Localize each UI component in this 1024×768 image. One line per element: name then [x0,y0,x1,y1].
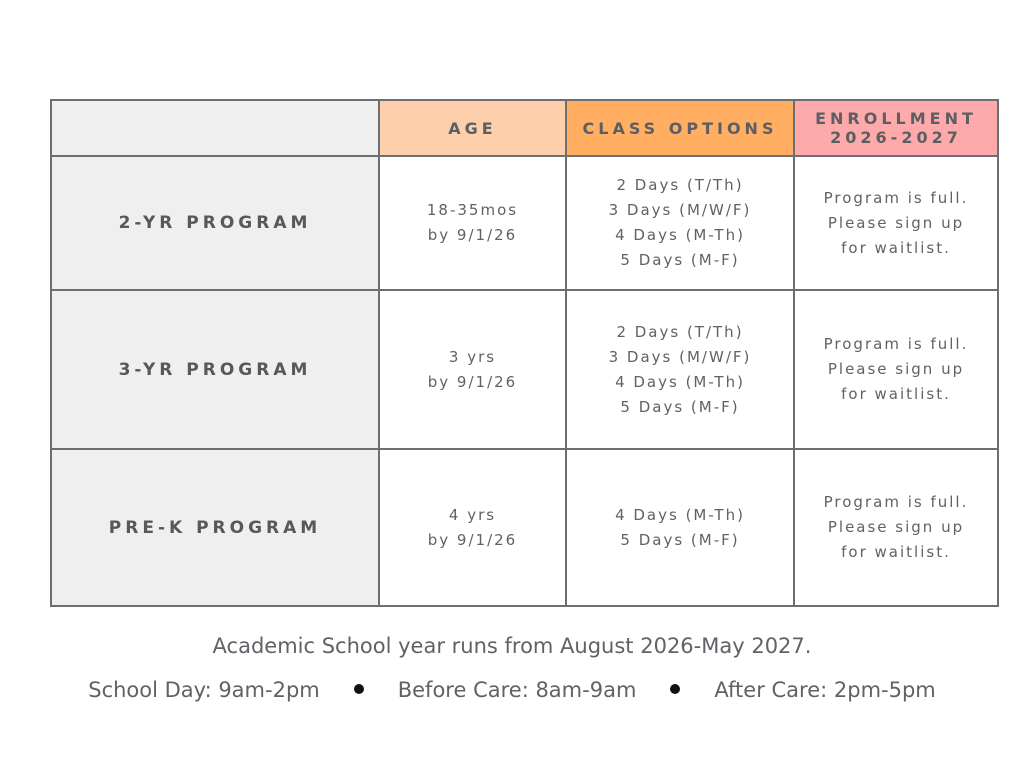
header-class-options [566,100,794,156]
program-cell [51,290,379,449]
program-cell [51,449,379,606]
enrollment-cell [794,156,998,290]
header-enrollment-year: 2026-2027 [830,128,962,147]
table-row [51,156,998,290]
enrollment-line: Please sign up [827,518,965,536]
header-blank-cell [51,100,379,156]
header-age-label: AGE [448,118,497,138]
bullet-icon [354,684,364,694]
age-cell [379,290,566,449]
enrollment-line: Program is full. [823,188,969,207]
header-class-options-label: CLASS OPTIONS [582,118,778,138]
program-cell [51,156,379,290]
age-line: 3 yrs [448,347,497,366]
program-schedule-table [50,99,999,607]
age-line: 18-35mos [426,201,519,219]
enrollment-cell [794,449,998,606]
program-name: 3-YR PROGRAM [118,359,312,380]
schedule-times [0,678,1024,702]
enrollment-line: Please sign up [827,213,965,232]
class-option: 3 Days (M/W/F) [608,201,752,219]
school-year-note: Academic School year runs from August 2026-May 2027. [212,634,812,658]
program-name: PRE-K PROGRAM [108,517,322,538]
age-line: by 9/1/26 [427,226,518,244]
program-name: 2-YR PROGRAM [118,213,312,233]
class-option: 4 Days (M-Th) [615,505,745,524]
school-day-hours: School Day: 9am-2pm [88,678,320,702]
header-enrollment [794,100,998,156]
class-option: 3 Days (M/W/F) [608,347,752,366]
age-cell [379,449,566,606]
header-age [379,100,566,156]
enrollment-line: Please sign up [827,360,965,378]
enrollment-line: Program is full. [823,335,969,353]
enrollment-line: Program is full. [823,493,969,511]
class-option: 2 Days (T/Th) [616,176,744,194]
class-options-cell [566,156,794,290]
enrollment-line: for waitlist. [841,543,951,561]
table-row [51,449,998,606]
before-care-hours: Before Care: 8am-9am [397,678,637,702]
age-line: 4 yrs [448,505,497,524]
class-option: 4 Days (M-Th) [615,226,745,244]
enrollment-cell [794,290,998,449]
table-header-row [51,100,998,156]
class-options-cell [566,290,794,449]
enrollment-line: for waitlist. [841,385,951,403]
age-line: by 9/1/26 [427,530,518,549]
class-option: 5 Days (M-F) [620,251,740,269]
class-option: 5 Days (M-F) [620,530,740,549]
header-enrollment-label: ENROLLMENT [815,109,977,128]
age-line: by 9/1/26 [427,372,518,391]
age-cell [379,156,566,290]
bullet-icon [670,684,680,694]
after-care-hours: After Care: 2pm-5pm [714,678,936,702]
class-option: 4 Days (M-Th) [615,372,745,391]
class-option: 2 Days (T/Th) [616,322,744,341]
class-options-cell [566,449,794,606]
class-option: 5 Days (M-F) [620,397,740,416]
enrollment-line: for waitlist. [841,238,951,257]
table-row [51,290,998,449]
